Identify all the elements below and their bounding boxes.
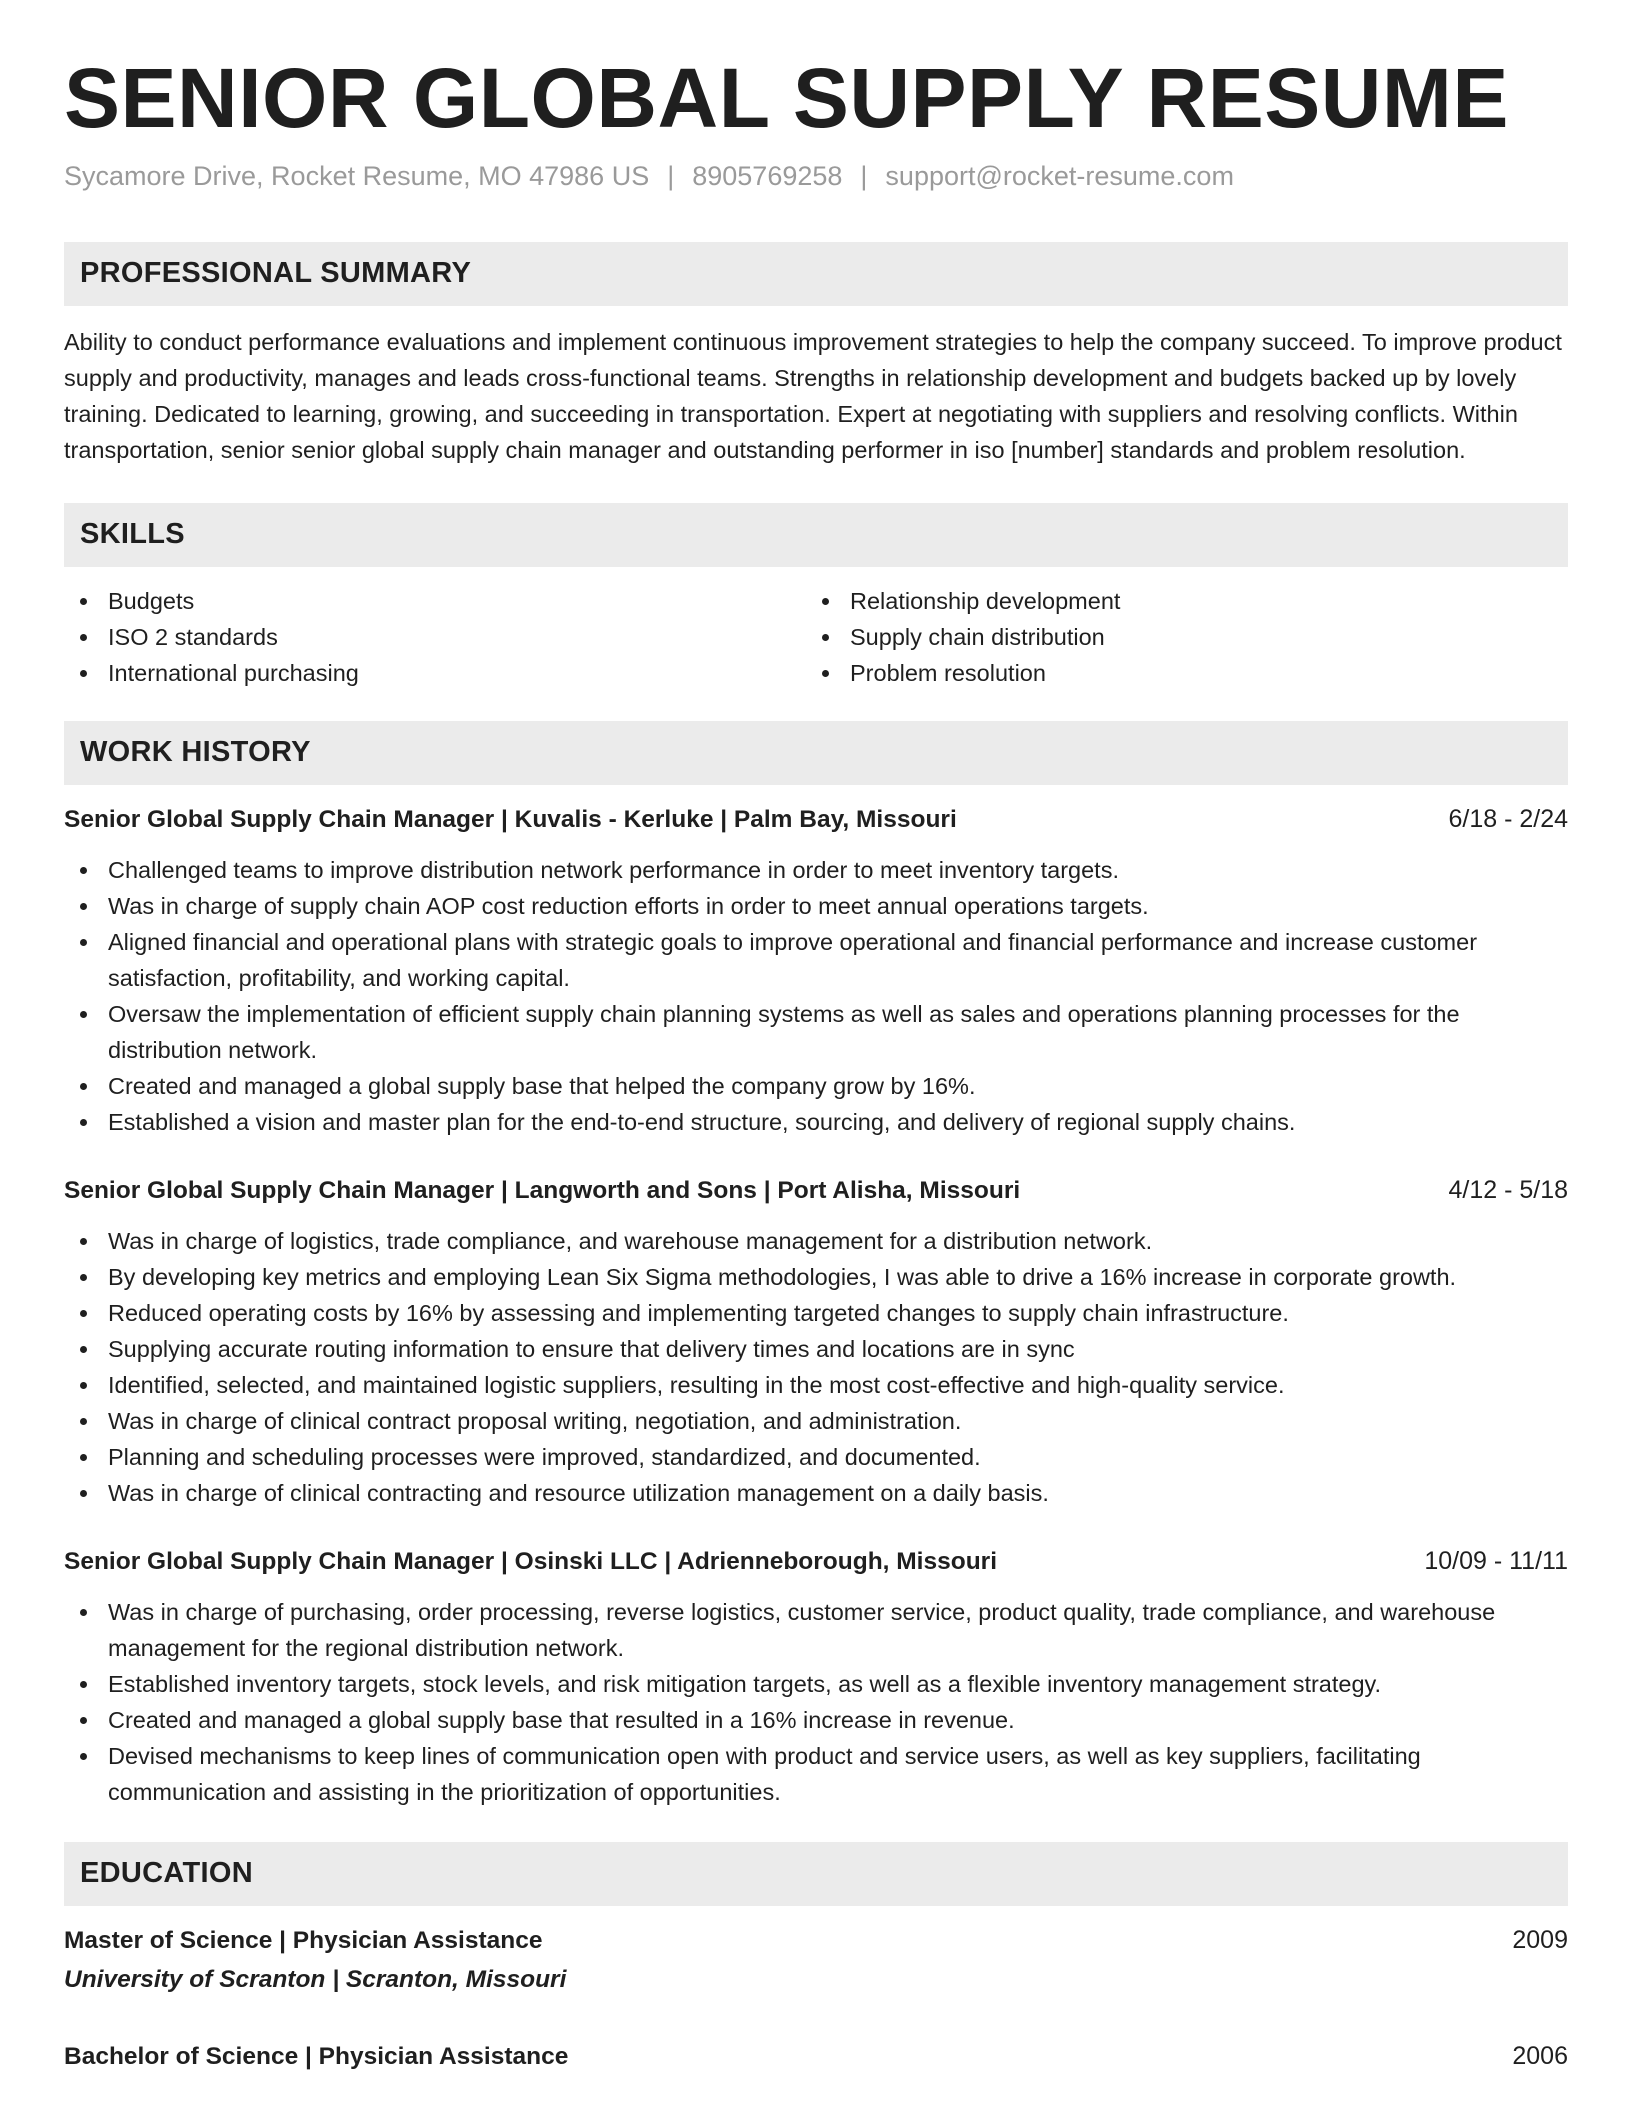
job-bullets — [64, 1223, 1568, 1511]
job-header — [64, 801, 1568, 838]
job-dates: 6/18 - 2/24 — [1448, 804, 1568, 833]
education-entry — [64, 2038, 1568, 2075]
job-header — [64, 1172, 1568, 1209]
job-bullet: Was in charge of clinical contract proposal writing, negotiation, and administration. — [64, 1403, 1568, 1439]
section-header-summary: PROFESSIONAL SUMMARY — [64, 242, 1568, 306]
skills-column-left — [64, 583, 806, 691]
education-entry — [64, 1922, 1568, 1998]
job-bullet: Planning and scheduling processes were improved, standardized, and documented. — [64, 1439, 1568, 1475]
education-header — [64, 1922, 1568, 1959]
job-bullet: Devised mechanisms to keep lines of communication open with product and service users, as well as key suppliers, facilitating communication and assisting in the prioritization of opportunities. — [64, 1738, 1568, 1810]
job-title: Senior Global Supply Chain Manager | Kuvalis - Kerluke | Palm Bay, Missouri — [64, 805, 957, 833]
skills-grid — [64, 583, 1568, 691]
contact-separator: | — [860, 161, 868, 192]
education-school: University of Scranton | Scranton, Missouri — [64, 1965, 567, 1993]
job-dates: 10/09 - 11/11 — [1424, 1546, 1568, 1575]
summary-text: Ability to conduct performance evaluations and implement continuous improvement strategies to help the company succeed. To improve product supply and productivity, manages and leads cross-functional teams. Strengths in relationship development and budgets backed up by lovely training. Dedicated to learning, growing, and succeeding in transportation. Expert at negotiating with suppliers and resolving conflicts. Within transportation, senior senior global supply chain manager and outstanding performer in iso [number] standards and problem resolution. — [64, 328, 1562, 463]
job-entry — [64, 1172, 1568, 1511]
resume-page — [64, 52, 1568, 2075]
job-bullet: Reduced operating costs by 16% by assessing and implementing targeted changes to supply chain infrastructure. — [64, 1295, 1568, 1331]
job-bullets — [64, 1594, 1568, 1810]
skill-item: Supply chain distribution — [806, 619, 1548, 655]
contact-separator: | — [667, 161, 675, 192]
job-entry — [64, 1543, 1568, 1810]
section-header-skills: SKILLS — [64, 503, 1568, 567]
job-bullet: Was in charge of logistics, trade compliance, and warehouse management for a distribution network. — [64, 1223, 1568, 1259]
job-bullet: Created and managed a global supply base that resulted in a 16% increase in revenue. — [64, 1702, 1568, 1738]
job-title: Senior Global Supply Chain Manager | Langworth and Sons | Port Alisha, Missouri — [64, 1176, 1021, 1204]
job-bullet: By developing key metrics and employing Lean Six Sigma methodologies, I was able to drive a 16% increase in corporate growth. — [64, 1259, 1568, 1295]
education-year: 2006 — [1512, 2041, 1568, 2070]
job-bullet: Established a vision and master plan for the end-to-end structure, sourcing, and delivery of regional supply chains. — [64, 1104, 1568, 1140]
job-header — [64, 1543, 1568, 1580]
resume-title: SENIOR GLOBAL SUPPLY RESUME — [64, 51, 1509, 145]
education-year: 2009 — [1512, 1925, 1568, 1954]
skill-item: ISO 2 standards — [64, 619, 806, 655]
education-header — [64, 2038, 1568, 2075]
contact-phone: 8905769258 — [692, 161, 843, 192]
job-entry — [64, 801, 1568, 1140]
skill-item: International purchasing — [64, 655, 806, 691]
job-dates: 4/12 - 5/18 — [1448, 1175, 1568, 1204]
job-bullet: Oversaw the implementation of efficient supply chain planning systems as well as sales and operations planning processes for the distribution network. — [64, 996, 1568, 1068]
section-header-education: EDUCATION — [64, 1842, 1568, 1906]
section-header-work-history: WORK HISTORY — [64, 721, 1568, 785]
education-degree: Master of Science | Physician Assistance — [64, 1926, 543, 1954]
job-bullet: Challenged teams to improve distribution network performance in order to meet inventory targets. — [64, 852, 1568, 888]
contact-address: Sycamore Drive, Rocket Resume, MO 47986 US — [64, 161, 650, 192]
skill-item: Problem resolution — [806, 655, 1548, 691]
contact-line — [64, 160, 1568, 192]
job-bullets — [64, 852, 1568, 1140]
job-bullet: Identified, selected, and maintained logistic suppliers, resulting in the most cost-effective and high-quality service. — [64, 1367, 1568, 1403]
education-degree: Bachelor of Science | Physician Assistance — [64, 2042, 569, 2070]
job-bullet: Established inventory targets, stock levels, and risk mitigation targets, as well as a flexible inventory management strategy. — [64, 1666, 1568, 1702]
skills-column-right — [806, 583, 1548, 691]
job-bullet: Created and managed a global supply base that helped the company grow by 16%. — [64, 1068, 1568, 1104]
skill-item: Budgets — [64, 583, 806, 619]
contact-email: support@rocket-resume.com — [885, 161, 1234, 192]
job-bullet: Was in charge of purchasing, order processing, reverse logistics, customer service, product quality, trade compliance, and warehouse management for the regional distribution network. — [64, 1594, 1568, 1666]
job-bullet: Supplying accurate routing information to ensure that delivery times and locations are in sync — [64, 1331, 1568, 1367]
job-bullet: Aligned financial and operational plans with strategic goals to improve operational and financial performance and increase customer satisfaction, profitability, and working capital. — [64, 924, 1568, 996]
skill-item: Relationship development — [806, 583, 1548, 619]
job-bullet: Was in charge of clinical contracting and resource utilization management on a daily basis. — [64, 1475, 1568, 1511]
job-bullet: Was in charge of supply chain AOP cost reduction efforts in order to meet annual operations targets. — [64, 888, 1568, 924]
job-title: Senior Global Supply Chain Manager | Osinski LLC | Adrienneborough, Missouri — [64, 1547, 998, 1575]
